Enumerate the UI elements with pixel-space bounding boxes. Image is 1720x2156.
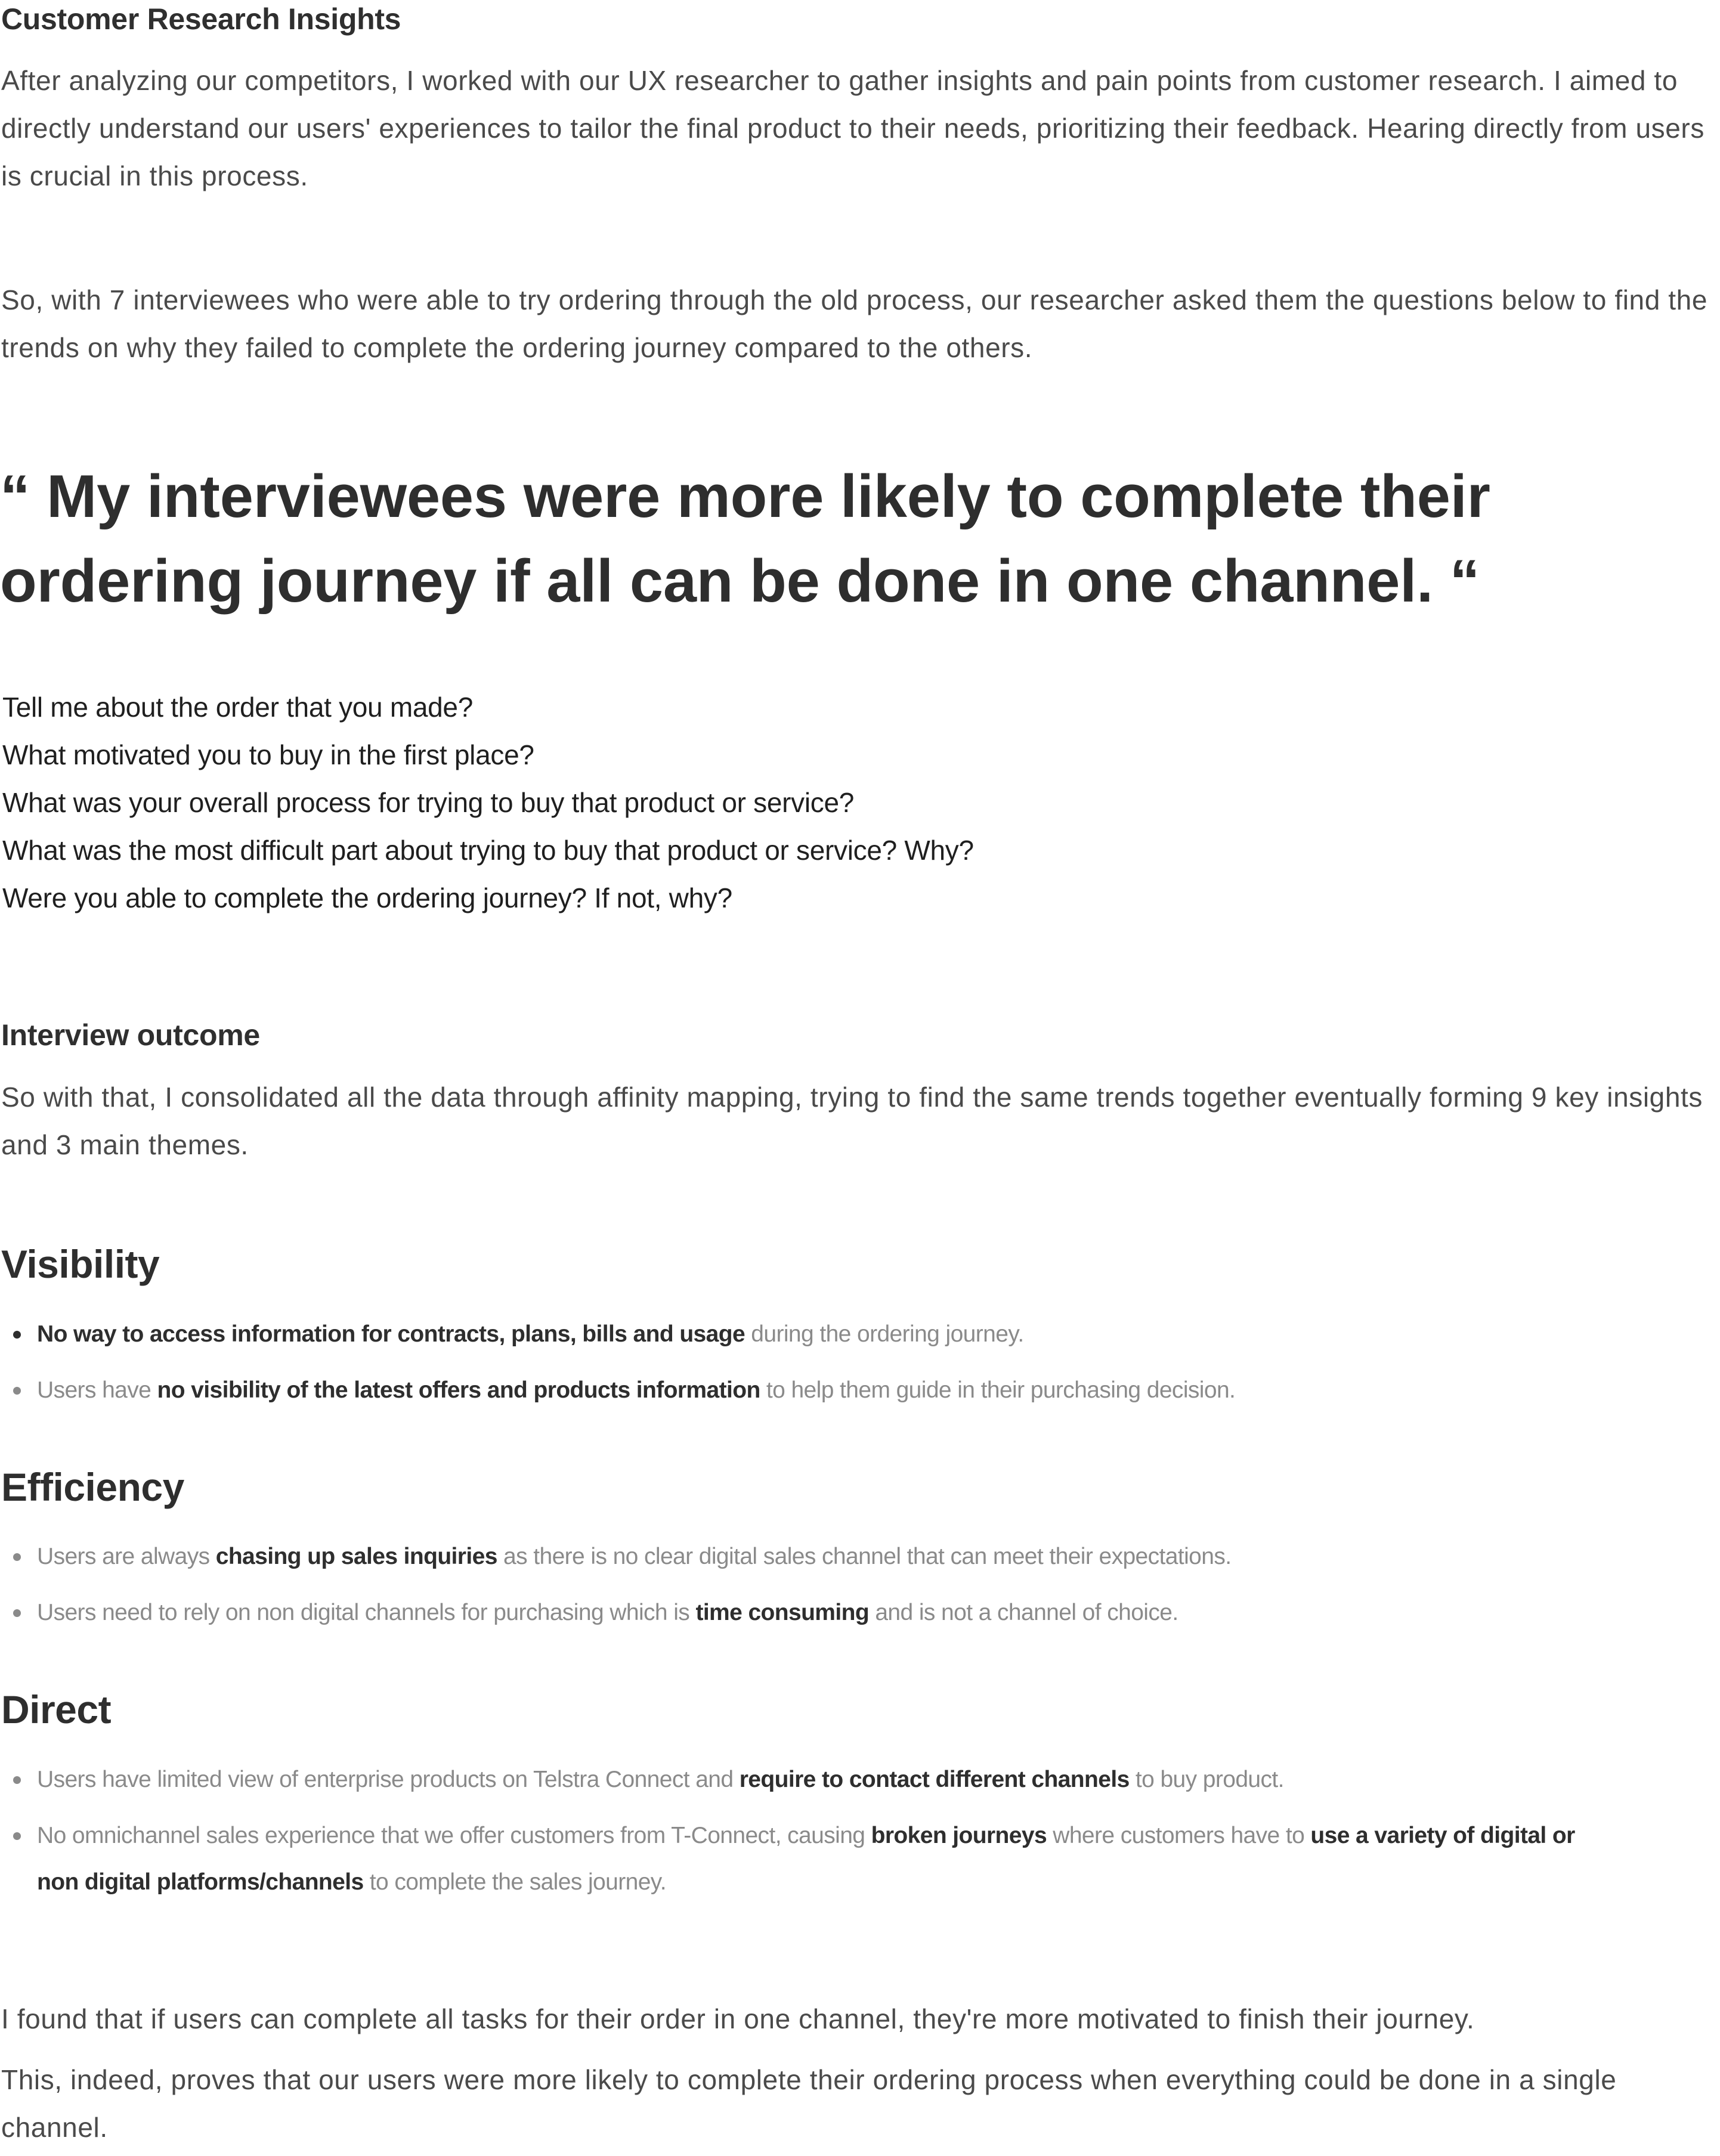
conclusion-finding-paragraph: I found that if users can complete all tasks for their order in one channel, they're more motivated to finish their journey. [1,2003,1475,2034]
outcome-heading: Interview outcome [1,1018,260,1052]
insight-item: Users need to rely on non digital channels for purchasing which is time consuming and is not a channel of choice. [37,1590,1647,1636]
insight-item: Users have no visibility of the latest offers and products information to help them guide in their purchasing decision. [37,1367,1647,1414]
conclusion-proof-paragraph: This, indeed, proves that our users were more likely to complete their ordering process when everything could be done in a single channel. [1,2064,1617,2143]
theme-heading-direct: Direct [1,1687,112,1731]
theme-heading-efficiency: Efficiency [1,1465,184,1509]
interview-question: Were you able to complete the ordering journey? If not, why? [2,882,732,913]
interview-questions-list [2,683,974,922]
key-quote: “ My interviewees were more likely to complete their ordering journey if all can be done in one channel. “ [0,463,1490,615]
bullet-icon [13,1832,21,1840]
insight-item: No omnichannel sales experience that we offer customers from T-Connect, causing broken journeys where customers have to use a variety of digital or non digital platforms/channels to complete the sales journey. [37,1813,1588,1906]
bullet-icon [13,1331,21,1339]
insight-item: Users have limited view of enterprise products on Telstra Connect and require to contact different channels to buy product. [37,1757,1647,1803]
direct-insights-list [37,1757,1647,1915]
interview-question: What motivated you to buy in the first place? [2,739,534,770]
interview-question: What was the most difficult part about trying to buy that product or service? Why? [2,835,974,866]
outcome-paragraph: So with that, I consolidated all the data through affinity mapping, trying to find the same trends together eventually forming 9 key insights and 3 main themes. [1,1082,1703,1160]
research-intro-paragraph: After analyzing our competitors, I worked with our UX researcher to gather insights and pain points from customer research. I aimed to directly understand our users' experiences to tailor the final product to their needs, prioritizing their feedback. Hearing directly from users is crucial in this process. [1,65,1704,191]
research-method-paragraph: So, with 7 interviewees who were able to try ordering through the old process, our researcher asked them the questions below to find the trends on why they failed to complete the ordering journey compared to the others. [1,284,1708,363]
efficiency-insights-list [37,1534,1647,1646]
interview-question: Tell me about the order that you made? [2,692,473,723]
interview-question: What was your overall process for trying to buy that product or service? [2,787,855,818]
research-heading: Customer Research Insights [1,2,401,36]
bullet-icon [13,1387,21,1395]
theme-heading-visibility: Visibility [1,1242,160,1286]
bullet-icon [13,1609,21,1617]
visibility-insights-list [37,1311,1647,1423]
bullet-icon [13,1553,21,1561]
bullet-icon [13,1776,21,1784]
insight-item: Users are always chasing up sales inquiries as there is no clear digital sales channel that can meet their expectations. [37,1534,1647,1580]
insight-item: No way to access information for contracts, plans, bills and usage during the ordering journey. [37,1311,1647,1358]
